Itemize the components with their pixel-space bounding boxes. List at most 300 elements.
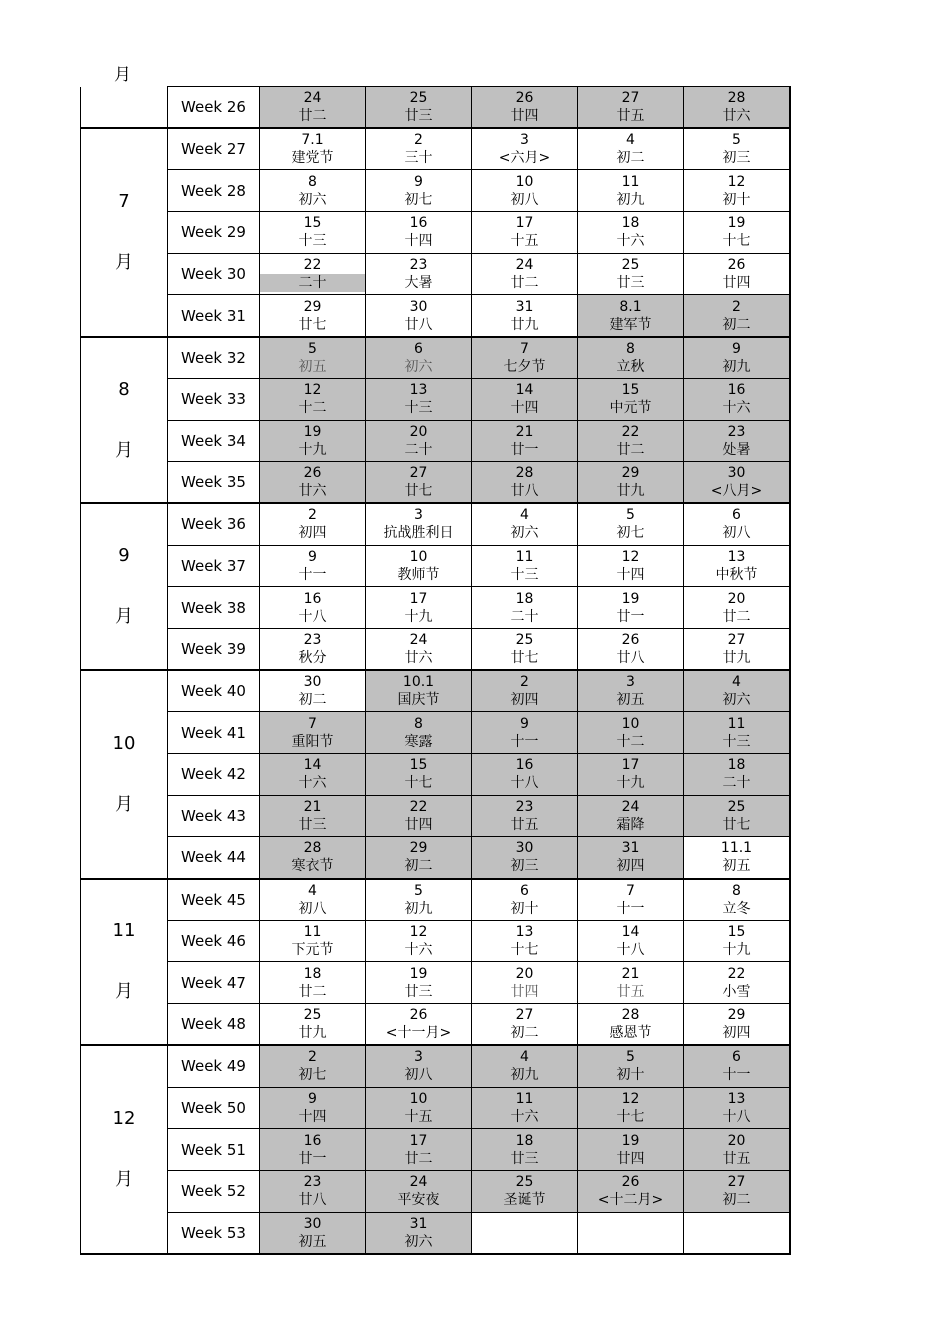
lunar-label: 十三 (510, 566, 539, 583)
week-row (81, 795, 791, 837)
lunar-label: 大暑 (404, 275, 433, 292)
lunar-label: 廿三 (298, 817, 327, 834)
day-cell (260, 212, 366, 254)
day-cell (260, 1170, 366, 1212)
day-number: 10.1 (402, 674, 435, 691)
day-cell (684, 837, 791, 879)
week-row (81, 170, 791, 212)
day-cell (472, 1212, 578, 1254)
day-cell (366, 87, 472, 129)
week-row (81, 545, 791, 587)
day-number: 15 (621, 382, 640, 399)
day-number: 15 (303, 215, 322, 232)
lunar-label: 下元节 (291, 942, 334, 959)
day-cell (578, 754, 684, 796)
day-cell (260, 670, 366, 712)
day-cell (578, 670, 684, 712)
day-number: 16 (409, 215, 428, 232)
day-cell (684, 1004, 791, 1046)
day-number: 10 (409, 548, 428, 565)
day-number: 20 (515, 965, 534, 982)
day-cell (684, 670, 791, 712)
day-cell (472, 962, 578, 1004)
lunar-label: 十一 (616, 900, 645, 917)
day-number: 21 (515, 423, 534, 440)
day-cell (260, 587, 366, 629)
day-number: 21 (303, 799, 322, 816)
day-cell (366, 170, 472, 212)
day-number: 30 (515, 840, 534, 857)
month-number: 12 (112, 1108, 136, 1130)
week-row (81, 920, 791, 962)
day-number: 12 (409, 924, 428, 941)
day-number: 8 (732, 882, 741, 899)
lunar-label: 廿六 (404, 650, 433, 667)
day-number: 21 (621, 965, 640, 982)
lunar-label: 十四 (298, 1108, 327, 1125)
day-cell (684, 795, 791, 837)
week-row (81, 670, 791, 712)
lunar-label: 十六 (616, 233, 645, 250)
week-row (81, 1004, 791, 1046)
day-number: 27 (621, 90, 640, 107)
day-cell (366, 1004, 472, 1046)
day-cell (684, 253, 791, 295)
day-cell (472, 503, 578, 545)
day-cell (366, 1212, 472, 1254)
week-row (81, 1212, 791, 1254)
day-cell (366, 253, 472, 295)
day-cell (472, 212, 578, 254)
lunar-label: 廿四 (404, 817, 433, 834)
day-cell (578, 1170, 684, 1212)
day-cell (684, 462, 791, 504)
lunar-label: 十八 (510, 775, 539, 792)
day-number: 27 (727, 632, 746, 649)
lunar-label: 初七 (616, 525, 645, 542)
day-number: 24 (409, 632, 428, 649)
day-number: 24 (303, 90, 322, 107)
lunar-label: 十八 (298, 608, 327, 625)
lunar-label: 十四 (616, 566, 645, 583)
lunar-label: 廿五 (616, 983, 645, 1000)
lunar-label: 十七 (722, 233, 751, 250)
week-label: Week 29 (168, 212, 260, 254)
lunar-label: 初二 (404, 858, 433, 875)
day-cell (366, 1087, 472, 1129)
day-cell (684, 128, 791, 170)
day-cell (578, 1004, 684, 1046)
lunar-label: 廿六 (722, 108, 751, 125)
day-cell (366, 837, 472, 879)
day-cell (472, 587, 578, 629)
day-cell (578, 712, 684, 754)
day-number: 9 (308, 1090, 317, 1107)
day-number: 29 (727, 1007, 746, 1024)
day-number: 9 (732, 340, 741, 357)
day-number: 14 (515, 382, 534, 399)
day-cell (684, 87, 791, 129)
day-cell (260, 1129, 366, 1171)
day-cell (260, 1212, 366, 1254)
week-row (81, 1045, 791, 1087)
lunar-label: 霜降 (616, 817, 645, 834)
day-number: 4 (308, 882, 317, 899)
month-char: 月 (115, 439, 133, 461)
day-number: 24 (409, 1174, 428, 1191)
day-number: 3 (520, 132, 529, 149)
lunar-label: 十七 (404, 775, 433, 792)
day-cell (578, 545, 684, 587)
day-number: 16 (303, 1132, 322, 1149)
lunar-label: 十二 (298, 400, 327, 417)
day-cell (260, 837, 366, 879)
day-cell (578, 295, 684, 337)
month-char: 月 (115, 1169, 133, 1191)
week-row (81, 837, 791, 879)
month-cell (81, 337, 168, 504)
lunar-label: 十六 (298, 775, 327, 792)
lunar-label: 秋分 (298, 650, 327, 667)
week-label: Week 45 (168, 879, 260, 921)
day-cell (472, 545, 578, 587)
lunar-label: 十九 (298, 441, 327, 458)
lunar-label: 十二 (616, 733, 645, 750)
lunar-label: 廿九 (510, 316, 539, 333)
lunar-label: 十六 (404, 942, 433, 959)
lunar-label: 十七 (510, 942, 539, 959)
day-cell (366, 503, 472, 545)
lunar-label: 廿五 (722, 1150, 751, 1167)
day-cell (684, 587, 791, 629)
day-cell (684, 1045, 791, 1087)
lunar-label: 抗战胜利日 (383, 525, 454, 542)
lunar-label: 初十 (722, 191, 751, 208)
day-cell (684, 503, 791, 545)
day-cell (366, 587, 472, 629)
day-cell (578, 503, 684, 545)
day-cell (684, 920, 791, 962)
day-number: 7.1 (301, 132, 324, 149)
day-number: 30 (409, 298, 428, 315)
day-cell (260, 378, 366, 420)
lunar-label: 廿一 (298, 1150, 327, 1167)
lunar-label: 十四 (404, 233, 433, 250)
day-cell (260, 295, 366, 337)
lunar-label: 处暑 (722, 441, 751, 458)
lunar-label: 感恩节 (609, 1025, 652, 1042)
day-cell (472, 337, 578, 379)
lunar-label: 圣诞节 (503, 1192, 546, 1209)
day-number: 19 (621, 590, 640, 607)
day-number: 15 (409, 757, 428, 774)
day-cell (366, 879, 472, 921)
day-cell (578, 628, 684, 670)
month-char: 月 (115, 981, 133, 1003)
lunar-label: 十一 (510, 733, 539, 750)
week-label: Week 34 (168, 420, 260, 462)
lunar-label: 初四 (616, 858, 645, 875)
month-cell (81, 879, 168, 1046)
month-cell (81, 670, 168, 878)
lunar-label: 十一 (298, 566, 327, 583)
lunar-label: 初四 (722, 1025, 751, 1042)
day-number: 31 (621, 840, 640, 857)
lunar-label: 廿三 (616, 275, 645, 292)
lunar-label: 十六 (722, 400, 751, 417)
day-number: 12 (303, 382, 322, 399)
week-row (81, 587, 791, 629)
day-cell (366, 1129, 472, 1171)
day-number: 23 (515, 799, 534, 816)
lunar-label: 初二 (298, 692, 327, 709)
day-cell (684, 295, 791, 337)
day-cell (260, 754, 366, 796)
day-number: 22 (409, 799, 428, 816)
day-cell (366, 295, 472, 337)
lunar-label: 建军节 (609, 316, 652, 333)
day-cell (472, 670, 578, 712)
day-cell (578, 128, 684, 170)
day-cell (260, 87, 366, 129)
day-number: 10 (409, 1090, 428, 1107)
day-cell (578, 1129, 684, 1171)
day-number: 5 (732, 132, 741, 149)
day-number: 29 (303, 298, 322, 315)
week-row (81, 628, 791, 670)
lunar-label: 廿四 (510, 983, 539, 1000)
day-cell (260, 253, 366, 295)
lunar-label: 初八 (404, 1067, 433, 1084)
day-number: 7 (626, 882, 635, 899)
day-cell (366, 795, 472, 837)
day-number: 6 (520, 882, 529, 899)
day-number: 23 (303, 1174, 322, 1191)
day-number: 18 (515, 590, 534, 607)
day-cell (578, 837, 684, 879)
lunar-label: 廿二 (298, 983, 327, 1000)
week-label: Week 30 (168, 253, 260, 295)
day-number: 11 (303, 924, 322, 941)
lunar-label: 廿八 (404, 316, 433, 333)
day-number: 31 (409, 1215, 428, 1232)
month-number: 11 (112, 920, 136, 942)
day-number: 11 (621, 173, 640, 190)
day-cell (366, 378, 472, 420)
day-cell (684, 628, 791, 670)
day-number: 8 (414, 715, 423, 732)
day-cell (366, 420, 472, 462)
day-number: 26 (303, 465, 322, 482)
lunar-label: 廿二 (510, 275, 539, 292)
lunar-label: 二十 (260, 274, 365, 292)
lunar-label: 廿八 (298, 1192, 327, 1209)
day-cell (260, 545, 366, 587)
lunar-label: 廿五 (510, 817, 539, 834)
day-number: 13 (515, 924, 534, 941)
day-number: 23 (409, 257, 428, 274)
lunar-label: 建党节 (291, 150, 334, 167)
lunar-label: 二十 (404, 441, 433, 458)
lunar-label: 廿四 (510, 108, 539, 125)
week-row (81, 879, 791, 921)
month-char: 月 (115, 251, 133, 273)
lunar-label: 廿七 (722, 817, 751, 834)
day-cell (472, 795, 578, 837)
day-cell (260, 920, 366, 962)
day-number: 4 (520, 507, 529, 524)
day-number: 26 (621, 1174, 640, 1191)
lunar-label: 初二 (616, 150, 645, 167)
lunar-label: 初九 (722, 358, 751, 375)
day-number: 18 (727, 757, 746, 774)
day-number: 2 (308, 507, 317, 524)
day-number: 13 (727, 1090, 746, 1107)
lunar-label: 初六 (404, 1233, 433, 1250)
week-row (81, 503, 791, 545)
day-cell (260, 128, 366, 170)
month-number: 10 (112, 732, 136, 754)
day-cell (260, 503, 366, 545)
day-cell (472, 879, 578, 921)
lunar-label: 廿三 (404, 108, 433, 125)
day-number: 9 (414, 173, 423, 190)
lunar-label: 廿三 (404, 983, 433, 1000)
day-cell (684, 1212, 791, 1254)
day-number: 28 (621, 1007, 640, 1024)
day-cell (366, 337, 472, 379)
day-cell (260, 879, 366, 921)
day-number: 23 (303, 632, 322, 649)
month-cell (81, 87, 168, 129)
day-cell (578, 1212, 684, 1254)
lunar-label: 中秋节 (715, 566, 758, 583)
day-cell (260, 420, 366, 462)
lunar-label: 立秋 (616, 358, 645, 375)
day-number: 2 (520, 674, 529, 691)
day-number: 18 (621, 215, 640, 232)
lunar-label: 廿七 (404, 483, 433, 500)
day-number: 29 (409, 840, 428, 857)
day-number: 11 (515, 548, 534, 565)
month-cell (81, 503, 168, 670)
lunar-label: 初五 (616, 692, 645, 709)
day-cell (472, 754, 578, 796)
lunar-label: 十九 (616, 775, 645, 792)
lunar-label: 初五 (722, 858, 751, 875)
day-cell (366, 462, 472, 504)
lunar-label: 初十 (510, 900, 539, 917)
day-number: 19 (621, 1132, 640, 1149)
day-number: 2 (414, 132, 423, 149)
week-label: Week 27 (168, 128, 260, 170)
day-number: 8.1 (619, 298, 642, 315)
day-cell (366, 920, 472, 962)
lunar-label: 十三 (722, 733, 751, 750)
lunar-label: 平安夜 (397, 1192, 440, 1209)
day-cell (578, 337, 684, 379)
lunar-label: 廿九 (616, 483, 645, 500)
lunar-label: 初二 (510, 1025, 539, 1042)
day-number: 11 (727, 715, 746, 732)
day-cell (472, 1004, 578, 1046)
lunar-label: 初四 (298, 525, 327, 542)
week-row (81, 87, 791, 129)
day-number: 25 (303, 1007, 322, 1024)
month-number: 9 (118, 545, 130, 567)
week-label: Week 47 (168, 962, 260, 1004)
day-number: 16 (515, 757, 534, 774)
day-number: 22 (621, 423, 640, 440)
day-cell (366, 1170, 472, 1212)
day-cell (366, 712, 472, 754)
day-number: 19 (409, 965, 428, 982)
day-cell (472, 378, 578, 420)
lunar-label: 二十 (722, 775, 751, 792)
day-number: 18 (515, 1132, 534, 1149)
week-row (81, 1170, 791, 1212)
week-row (81, 337, 791, 379)
day-cell (684, 545, 791, 587)
day-cell (260, 712, 366, 754)
day-cell (684, 754, 791, 796)
lunar-label: 十九 (404, 608, 433, 625)
day-number: 11 (515, 1090, 534, 1107)
day-cell (578, 795, 684, 837)
week-row (81, 128, 791, 170)
day-number: 25 (621, 257, 640, 274)
lunar-label: 初八 (510, 191, 539, 208)
lunar-label: 国庆节 (397, 692, 440, 709)
lunar-label: 廿四 (722, 275, 751, 292)
week-row (81, 378, 791, 420)
lunar-label: 十三 (404, 400, 433, 417)
day-cell (684, 337, 791, 379)
month-char: 月 (115, 606, 133, 628)
day-cell (684, 378, 791, 420)
week-label: Week 51 (168, 1129, 260, 1171)
week-label: Week 39 (168, 628, 260, 670)
day-cell (472, 712, 578, 754)
lunar-label: 十三 (298, 233, 327, 250)
lunar-label: <十一月> (385, 1025, 452, 1042)
month-cell (81, 128, 168, 336)
lunar-label: 廿六 (298, 483, 327, 500)
day-cell (472, 628, 578, 670)
day-cell (260, 795, 366, 837)
lunar-label: 三十 (404, 150, 433, 167)
day-number: 6 (414, 340, 423, 357)
day-cell (260, 1045, 366, 1087)
month-number: 7 (118, 190, 130, 212)
week-label: Week 53 (168, 1212, 260, 1254)
day-number: 17 (621, 757, 640, 774)
day-cell (366, 628, 472, 670)
lunar-label: 廿八 (616, 650, 645, 667)
day-cell (472, 87, 578, 129)
lunar-label: <六月> (498, 150, 551, 167)
day-cell (472, 1129, 578, 1171)
lunar-label: 初六 (404, 358, 433, 375)
day-cell (684, 962, 791, 1004)
day-cell (260, 170, 366, 212)
day-cell (366, 670, 472, 712)
lunar-label: 重阳节 (291, 733, 334, 750)
month-number: 8 (118, 378, 130, 400)
day-cell (472, 253, 578, 295)
day-number: 8 (626, 340, 635, 357)
lunar-label: 初三 (510, 858, 539, 875)
